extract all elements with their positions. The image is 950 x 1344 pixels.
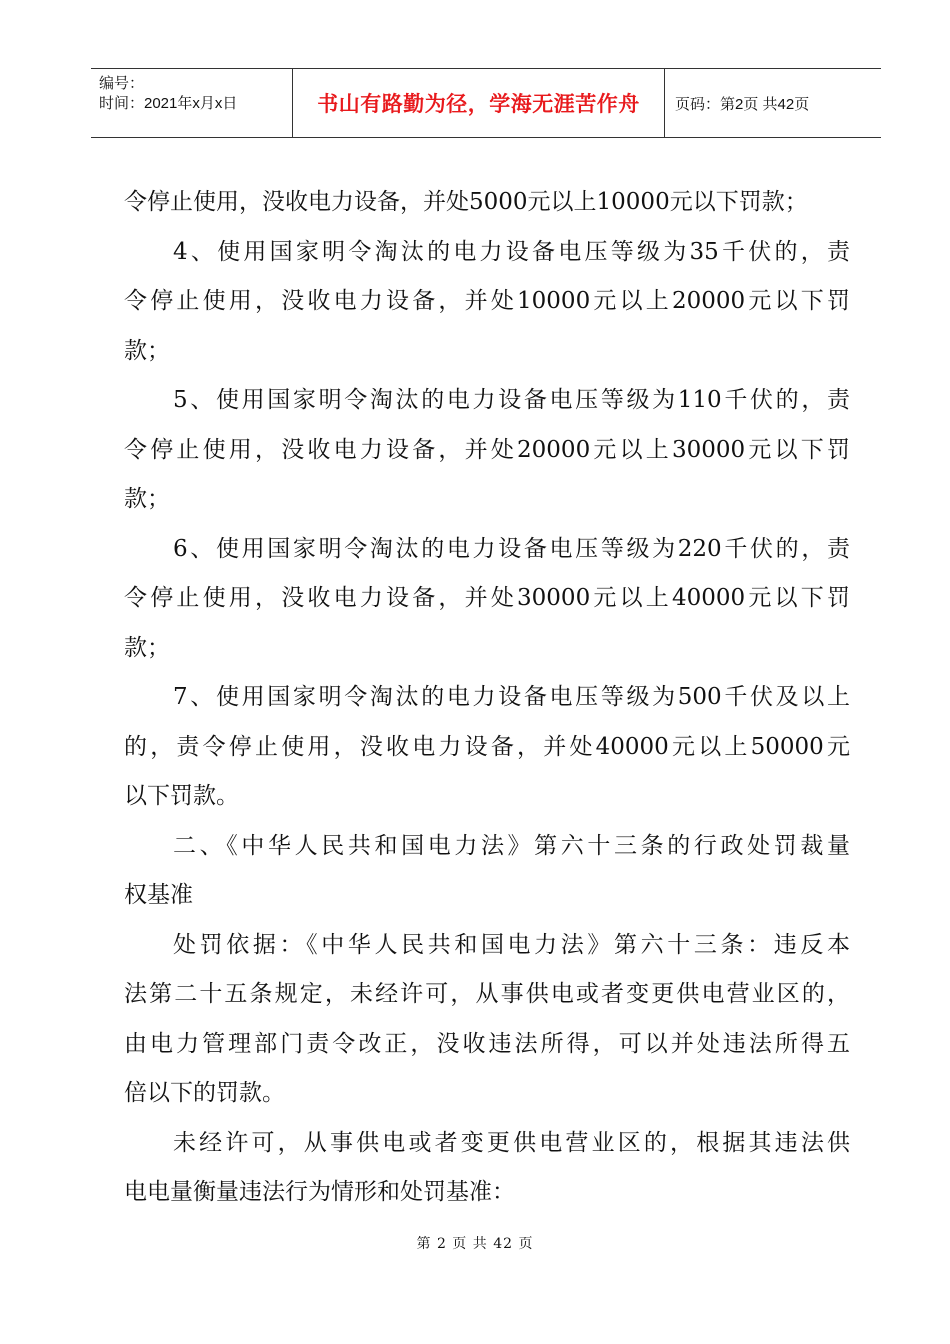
text-line: 未经许可，从事供电或者变更供电营业区的，根据其违法供 [173,1129,850,1156]
text-line: 处罚依据：《中华人民共和国电力法》第六十三条：违反本 [173,931,850,958]
text-line: 4、使用国家明令淘汰的电力设备电压等级为35千伏的，责 [173,238,850,265]
text-line: 以下罚款。 [124,783,239,809]
document-body [124,178,850,1218]
section-heading-line: 权基准 [124,882,193,908]
document-time-label: 时间：2021年x月x日 [99,95,238,112]
text-line: 令停止使用，没收电力设备，并处5000元以上10000元以下罚款； [124,189,808,215]
text-line: 款； [124,337,170,364]
text-line: 电电量衡量违法行为情形和处罚基准： [124,1179,515,1205]
text-line: 由电力管理部门责令改正，没收违法所得，可以并处违法所得五 [124,1030,850,1057]
text-line: 令停止使用，没收电力设备，并处20000元以上30000元以下罚 [124,436,850,463]
section-heading-line: 二、《中华人民共和国电力法》第六十三条的行政处罚裁量 [173,832,850,859]
text-line: 令停止使用，没收电力设备，并处10000元以上20000元以下罚 [124,288,850,314]
text-line: 5、使用国家明令淘汰的电力设备电压等级为110千伏的，责 [173,387,850,413]
text-line: 款； [124,486,170,512]
header-page-info: 页码：第2页 共42页 [675,95,810,113]
page-footer: 第 2 页 共 42 页 [416,1236,534,1252]
text-line: 法第二十五条规定，未经许可，从事供电或者变更供电营业区的， [124,981,850,1007]
header-motto: 书山有路勤为径，学海无涯苦作舟 [293,69,665,137]
text-line: 6、使用国家明令淘汰的电力设备电压等级为220千伏的，责 [173,535,850,562]
document-number-label: 编号： [99,75,145,92]
text-line: 款； [124,634,170,661]
header-meta [91,69,293,137]
text-line: 令停止使用，没收电力设备，并处30000元以上40000元以下罚 [124,585,850,611]
text-line: 7、使用国家明令淘汰的电力设备电压等级为500千伏及以上 [173,684,850,710]
document-header [91,68,881,138]
text-line: 的，责令停止使用，没收电力设备，并处40000元以上50000元 [124,733,850,760]
text-line: 倍以下的罚款。 [124,1080,285,1106]
